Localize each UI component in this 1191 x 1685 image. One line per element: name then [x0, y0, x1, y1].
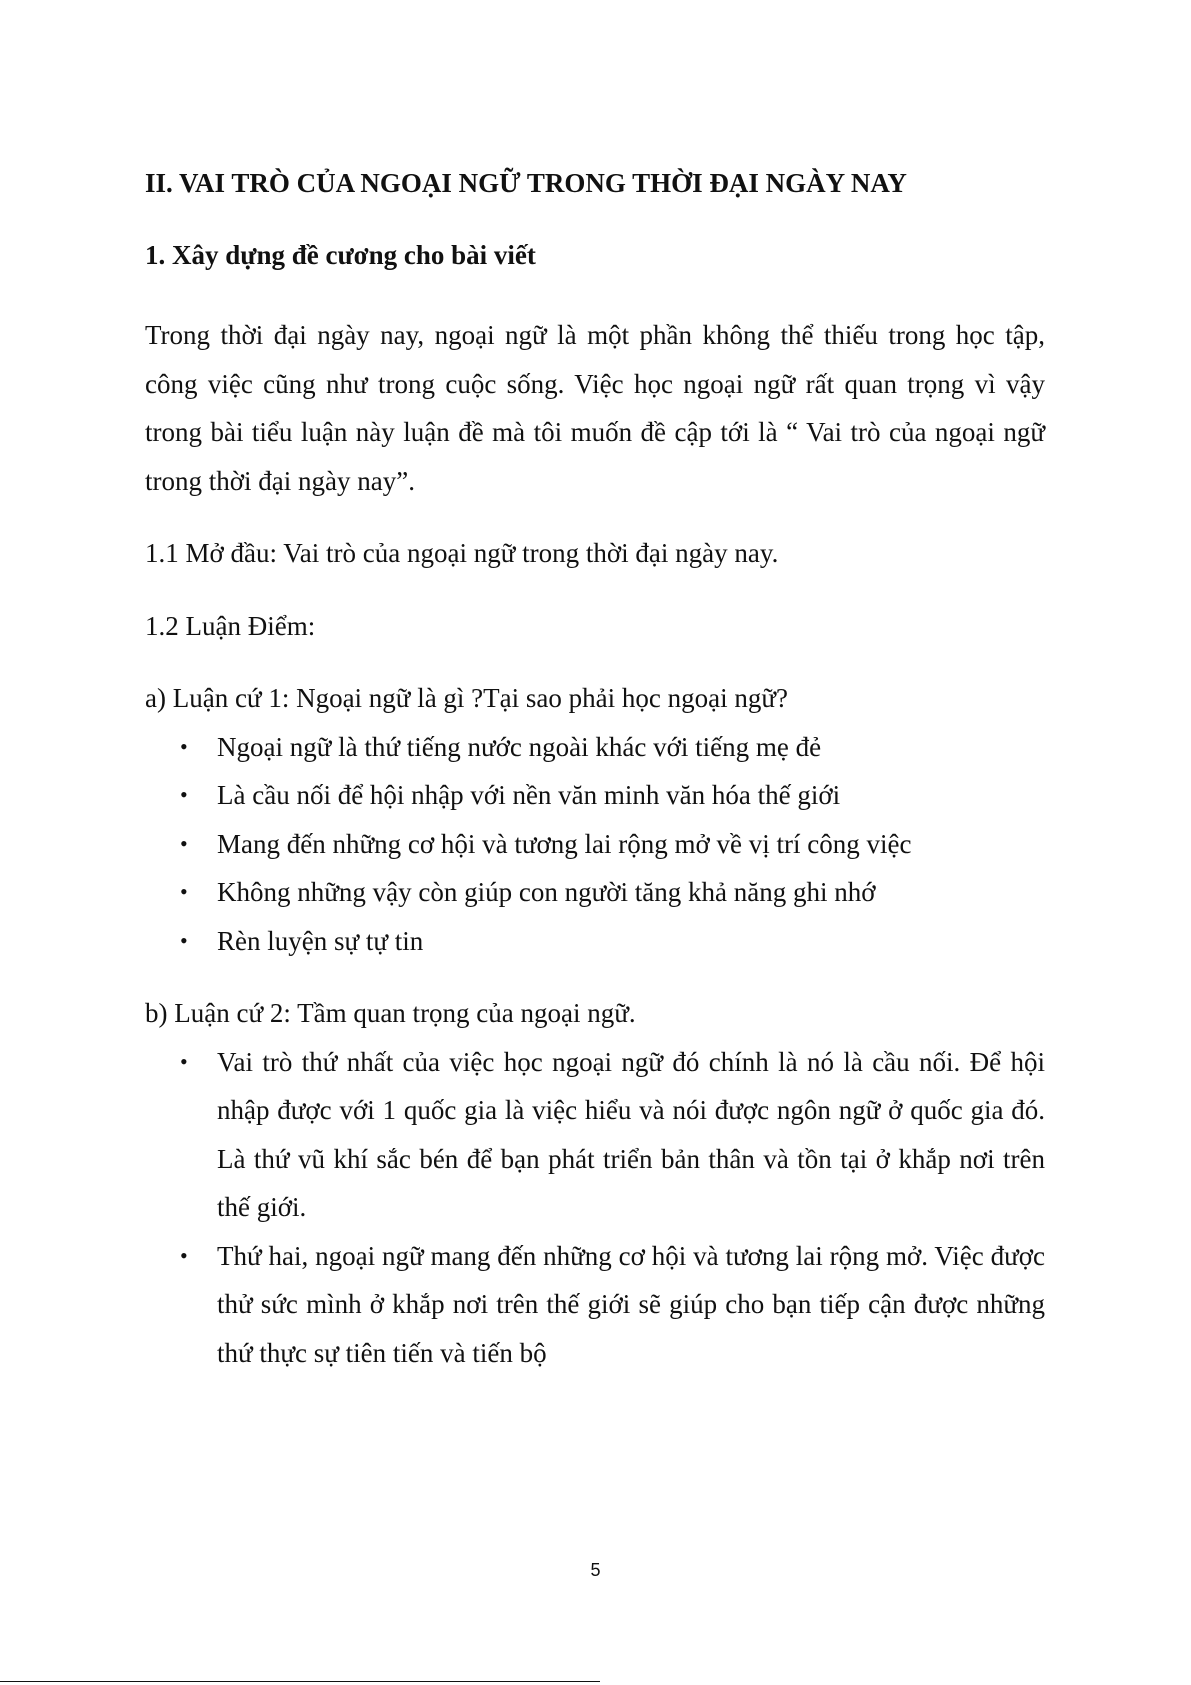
- opening-line: 1.1 Mở đầu: Vai trò của ngoại ngữ trong thời đại ngày nay.: [145, 538, 779, 568]
- list-item-text: Rèn luyện sự tự tin: [217, 925, 424, 956]
- list-item-text: Ngoại ngữ là thứ tiếng nước ngoài khác với tiếng mẹ đẻ: [217, 731, 822, 762]
- list-item: [145, 1038, 1045, 1232]
- bullet-icon: •: [180, 830, 188, 856]
- bullet-icon: •: [180, 1048, 188, 1074]
- argument-1-list: [145, 723, 1045, 966]
- bullet-icon: •: [180, 927, 188, 953]
- list-item-text: Thứ hai, ngoại ngữ mang đến những cơ hội và tương lai rộng mở. Việc được thử sức mình ở khắp nơi trên thế giới sẽ giúp cho bạn tiếp cận được những thứ thực sự tiên tiến và tiến bộ: [217, 1240, 1045, 1368]
- thesis-label: 1.2 Luận Điểm:: [145, 610, 316, 641]
- list-item: [145, 1232, 1045, 1378]
- list-item: [145, 771, 1045, 820]
- list-item: [145, 917, 1045, 966]
- list-item-text: Là cầu nối để hội nhập với nền văn minh văn hóa thế giới: [217, 780, 841, 810]
- intro-paragraph: Trong thời đại ngày nay, ngoại ngữ là một phần không thể thiếu trong học tập, công việc cũng như trong cuộc sống. Việc học ngoại ngữ rất quan trọng vì vậy trong bài tiểu luận này luận đề mà tôi muốn đề cập tới là “ Vai trò của ngoại ngữ trong thời đại ngày nay”.: [145, 320, 1045, 496]
- bullet-icon: •: [180, 1242, 188, 1268]
- list-item-text: Không những vậy còn giúp con người tăng khả năng ghi nhớ: [217, 877, 876, 907]
- bottom-divider: [0, 1681, 600, 1682]
- list-item-text: Vai trò thứ nhất của việc học ngoại ngữ đó chính là nó là cầu nối. Để hội nhập được với 1 quốc gia là việc hiểu và nói được ngôn ngữ ở quốc gia đó. Là thứ vũ khí sắc bén để bạn phát triển bản thân và tồn tại ở khắp nơi trên thế giới.: [217, 1046, 1045, 1222]
- list-item: [145, 723, 1045, 772]
- section-heading: II. VAI TRÒ CỦA NGOẠI NGỮ TRONG THỜI ĐẠI NGÀY NAY: [145, 168, 907, 198]
- argument-1-title: a) Luận cứ 1: Ngoại ngữ là gì ?Tại sao phải học ngoại ngữ?: [145, 683, 788, 713]
- argument-2-title: b) Luận cứ 2: Tầm quan trọng của ngoại ngữ.: [145, 998, 636, 1028]
- page-content: [145, 165, 1045, 1377]
- bullet-icon: •: [180, 733, 188, 759]
- argument-2-list: [145, 1038, 1045, 1378]
- list-item: [145, 820, 1045, 869]
- subsection-heading: 1. Xây dựng đề cương cho bài viết: [145, 240, 536, 270]
- bullet-icon: •: [180, 879, 188, 904]
- list-item-text: Mang đến những cơ hội và tương lai rộng mở về vị trí công việc: [217, 828, 912, 859]
- list-item: [145, 868, 1045, 917]
- bullet-icon: •: [180, 782, 188, 807]
- page-number: 5: [590, 1560, 601, 1580]
